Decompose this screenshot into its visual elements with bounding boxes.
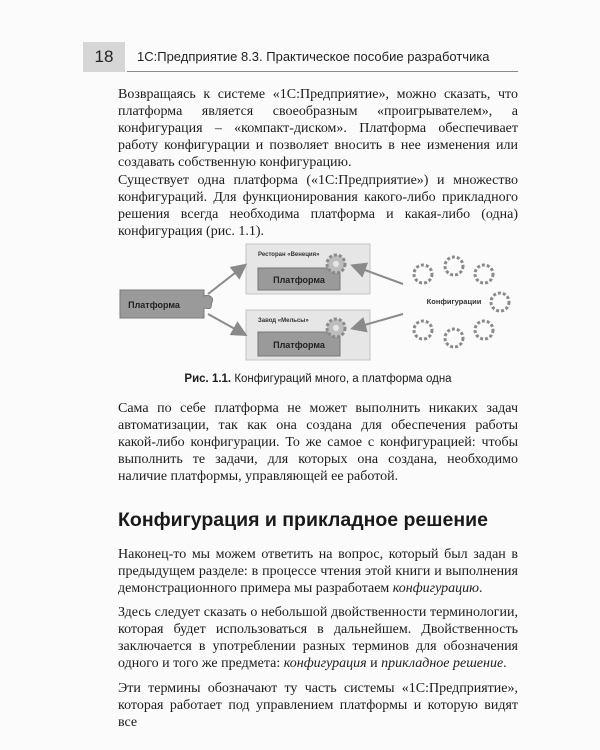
paragraph-6: Эти термины обозначают ту часть системы «1С:Предприятие», которая работает под управлением платформы и которую видят все xyxy=(118,681,518,730)
section-heading: Конфигурация и прикладное решение xyxy=(118,509,488,531)
running-title: 1С:Предприятие 8.3. Практическое пособие разработчика xyxy=(137,49,490,64)
figure-diagram xyxy=(118,236,518,366)
header-rule xyxy=(127,71,518,72)
bottom-platform-label: Платформа xyxy=(273,340,325,350)
page-number: 18 xyxy=(83,42,125,72)
paragraph-1: Возвращаясь к системе «1С:Предприятие», можно сказать, что платформа является своеобразным «проигрывателем», а конфигурация – «компакт-диском». Платформа обеспечивает работу конфигурации и позволяет вносить в нее изменения или создавать собственную конфигурацию. xyxy=(118,87,518,170)
top-gear-icon xyxy=(327,255,345,273)
top-box-label: Ресторан «Венеция» xyxy=(258,252,320,258)
arrow-to-top xyxy=(208,266,244,294)
top-platform-label: Платформа xyxy=(273,275,325,285)
paragraph-2: Существует одна платформа («1С:Предприятие») и множество конфигураций. Для функционирования какого-либо прикладного решения всегда необходима платформа и какая-либо (одна) конфигурация (рис. 1.1). xyxy=(118,173,518,239)
bottom-box-label: Завод «Мельсы» xyxy=(258,318,309,324)
figure-caption xyxy=(118,373,518,385)
page-header xyxy=(83,42,518,72)
figure-1-1 xyxy=(118,236,518,366)
platform-main-label: Платформа xyxy=(128,300,180,310)
bottom-gear-icon xyxy=(327,319,345,337)
caption-text: Конфигураций много, а платформа одна xyxy=(231,373,452,385)
caption-label: Рис. 1.1. xyxy=(184,373,232,385)
configurations-label: Конфигурации xyxy=(426,297,482,306)
arrow-to-bottom xyxy=(208,314,244,334)
paragraph-4: Наконец-то мы можем ответить на вопрос, который был задан в предыдущем разделе: в процессе чтения этой книги и выполнения демонстрационного примера мы разработаем конфигурацию. xyxy=(118,547,518,596)
paragraph-3: Сама по себе платформа не может выполнить никаких задач автоматизации, так как она создана для обеспечения работы какой-либо конфигурации. То же самое с конфигурацией: чтобы выполнить те задачи, для которых она создана, необходимо наличие платформы, управляющей ее работой. xyxy=(118,401,518,484)
paragraph-5: Здесь следует сказать о небольшой двойственности терминологии, которая будет использоваться в дальнейшем. Двойственность заключается в употреблении разных терминов для обозначения одного и того же предмета: конфигурация и прикладное решение. xyxy=(118,605,518,671)
